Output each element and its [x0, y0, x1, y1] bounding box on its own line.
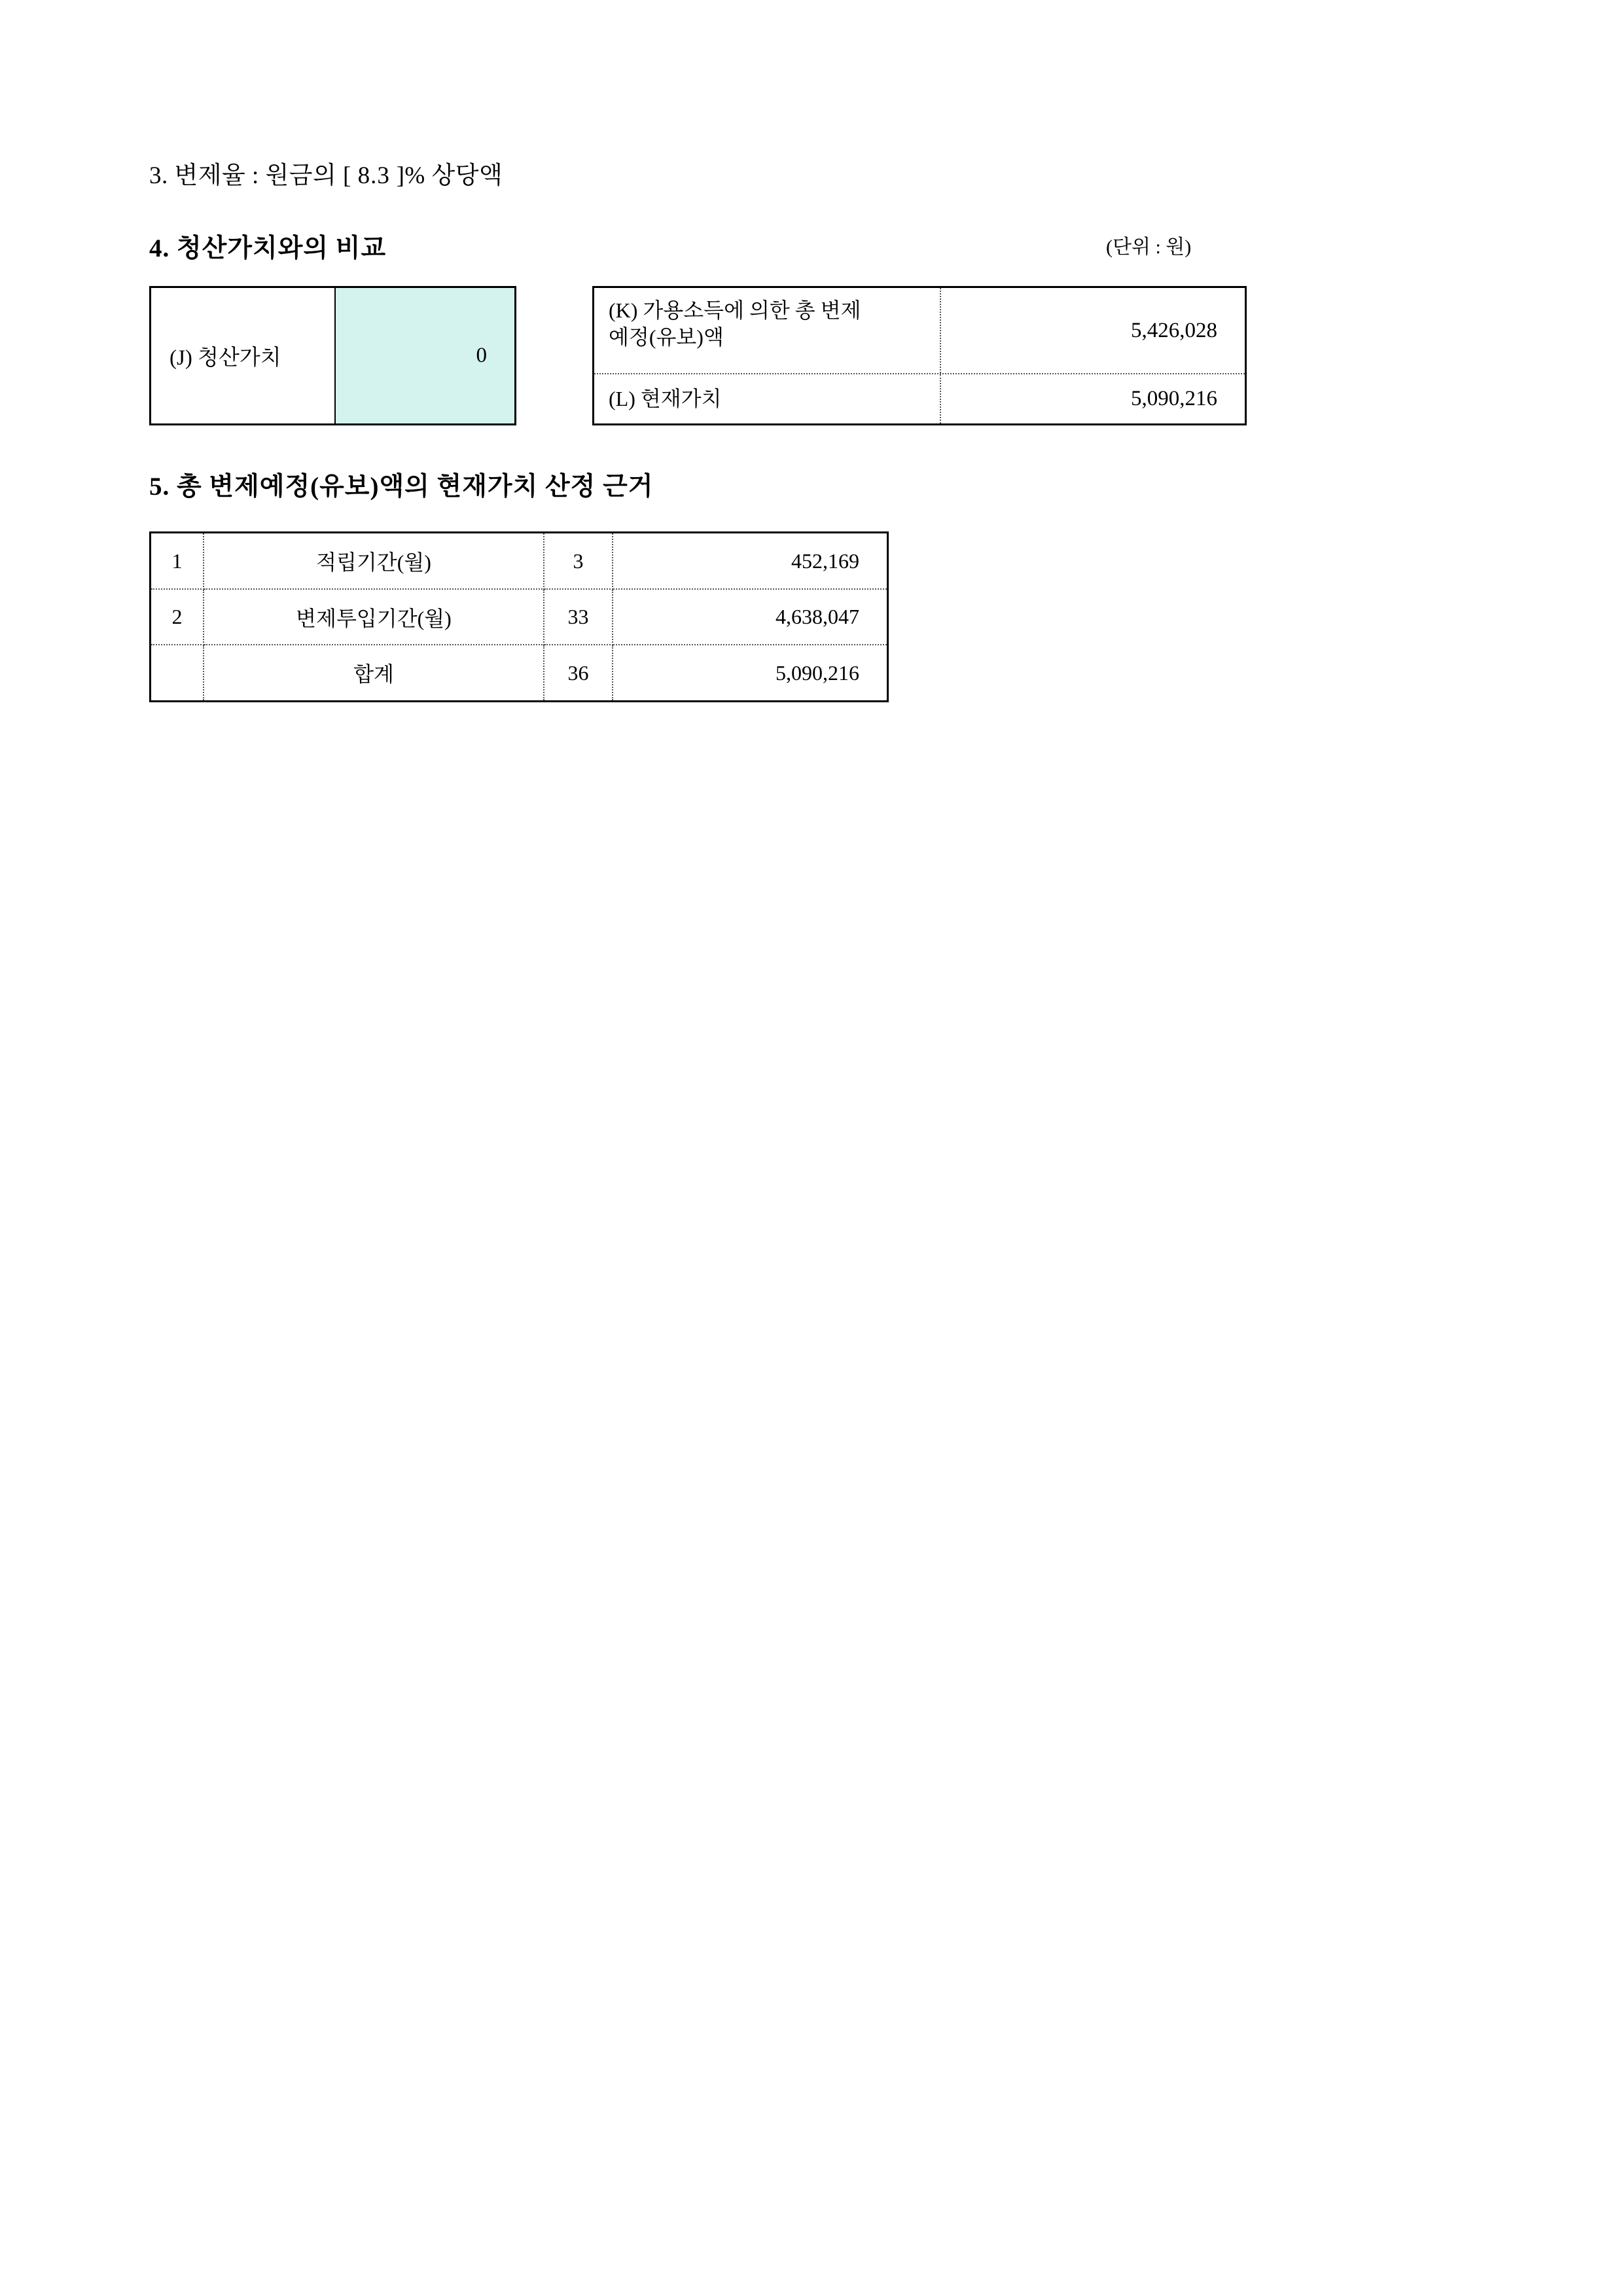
- basis-row-0-months: 3: [544, 533, 613, 589]
- table-row: [151, 533, 887, 589]
- section-4-title: 4. 청산가치와의 비교: [149, 234, 387, 262]
- section-3-prefix: 3. 변제율 : 원금의 [: [149, 162, 351, 189]
- liquidation-value-amount: 0: [334, 288, 514, 423]
- basis-row-2-months: 36: [544, 645, 613, 700]
- comparison-row-1-label: (L) 현재가치: [594, 374, 941, 423]
- liquidation-value-table: [149, 286, 516, 425]
- section-3-suffix: ]% 상당액: [396, 162, 503, 189]
- basis-row-2-amount: 5,090,216: [776, 660, 859, 685]
- comparison-row-0-value: 5,426,028: [1131, 318, 1217, 342]
- basis-row-1-amount: 4,638,047: [613, 589, 887, 645]
- basis-row-0-name: 적립기간(월): [204, 533, 544, 589]
- present-value-basis-table: [149, 531, 889, 702]
- comparison-table: [592, 286, 1247, 425]
- comparison-row-0-label: [594, 288, 941, 373]
- comparison-row-0-label-line1: (K) 가용소득에 의한 총 변제: [609, 298, 861, 322]
- comparison-row-1-value: 5,090,216: [1131, 387, 1217, 410]
- table-row: [594, 373, 1245, 423]
- basis-row-1-name: 변제투입기간(월): [204, 589, 544, 645]
- table-row: [151, 589, 887, 645]
- comparison-row-0-label-line2: 예정(유보)액: [609, 325, 724, 349]
- basis-row-1-no: 2: [151, 589, 204, 645]
- basis-row-0-no: 1: [151, 533, 204, 589]
- basis-row-2-name: 합계: [204, 645, 544, 700]
- section-3-rate-value: 8.3: [357, 162, 390, 189]
- basis-row-0-amount: 452,169: [613, 533, 887, 589]
- liquidation-value-label: (J) 청산가치: [169, 346, 281, 370]
- basis-row-1-months: 33: [544, 589, 613, 645]
- table-row: [151, 645, 887, 700]
- basis-row-2-no: [151, 645, 204, 700]
- table-row: [594, 288, 1245, 373]
- unit-note: (단위 : 원): [1106, 236, 1192, 258]
- section-5-title: 5. 총 변제예정(유보)액의 현재가치 산정 근거: [149, 473, 654, 501]
- section-3-repayment-rate: [149, 155, 503, 190]
